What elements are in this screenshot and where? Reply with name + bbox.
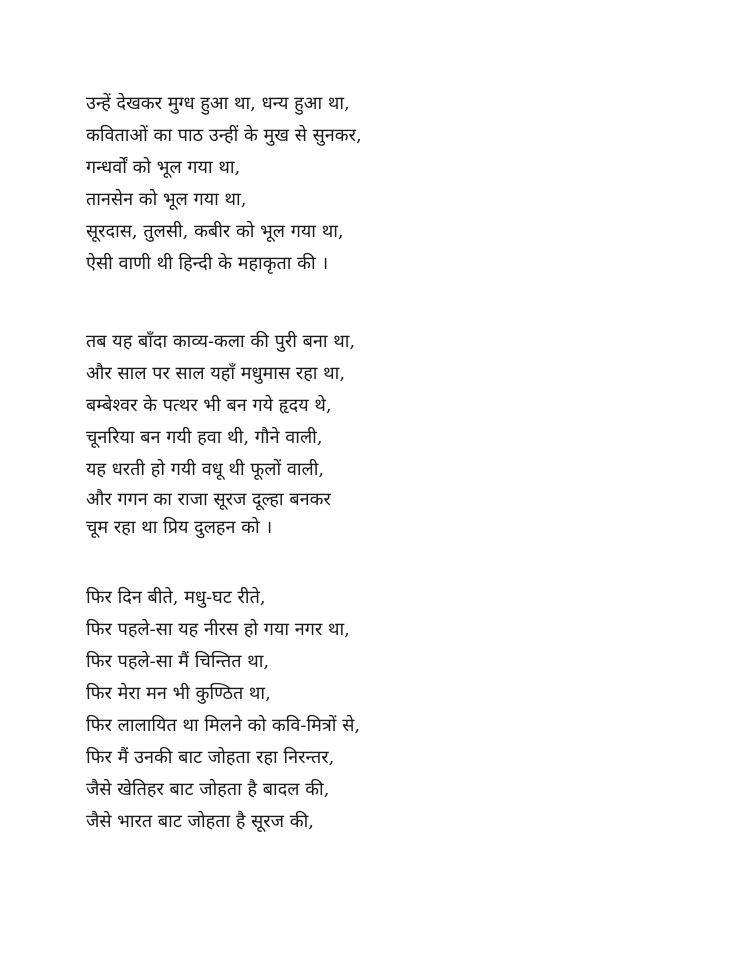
poem-line: गन्धर्वों को भूल गया था, (86, 157, 241, 178)
stanza-1 (86, 88, 726, 280)
poem-line: और गगन का राजा सूरज दूल्हा बनकर (86, 489, 331, 510)
poem-line: जैसे खेतिहर बाट जोहता है बादल की, (86, 779, 330, 800)
poem-line: जैसे भारत बाट जोहता है सूरज की, (86, 811, 314, 832)
poem-line: और साल पर साल यहाँ मधुमास रहा था, (86, 363, 346, 384)
poem-line: बम्बेश्वर के पत्थर भी बन गये हृदय थे, (86, 395, 332, 416)
poem-line: फिर पहले-सा यह नीरस हो गया नगर था, (86, 619, 350, 640)
poem-line: सूरदास, तुलसी, कबीर को भूल गया था, (86, 221, 344, 242)
poem-line: तब यह बाँदा काव्य-कला की पुरी बना था, (86, 331, 356, 352)
stanza-3 (86, 582, 726, 838)
poem-line: तानसेन को भूल गया था, (86, 189, 247, 210)
stanza-2 (86, 326, 726, 542)
poem-line: फिर पहले-सा मैं चिन्तित था, (86, 651, 270, 672)
poem-line: उन्हें देखकर मुग्ध हुआ था, धन्य हुआ था, (86, 93, 350, 114)
poem-line: ऐसी वाणी थी हिन्दी के महाकृता की । (86, 253, 329, 274)
poem-line: चूनरिया बन गयी हवा थी, गौने वाली, (86, 427, 323, 448)
poem-line: फिर मैं उनकी बाट जोहता रहा निरन्तर, (86, 747, 335, 768)
poem-line: चूम रहा था प्रिय दुलहन को । (86, 517, 273, 538)
poem-line: कविताओं का पाठ उन्हीं के मुख से सुनकर, (86, 125, 362, 146)
poem-line: फिर मेरा मन भी कुण्ठित था, (86, 683, 271, 704)
poem-line: यह धरती हो गयी वधू थी फूलों वाली, (86, 459, 325, 480)
poem-line: फिर लालायित था मिलने को कवि-मित्रों से, (86, 715, 361, 736)
poem-line: फिर दिन बीते, मधु-घट रीते, (86, 587, 266, 608)
